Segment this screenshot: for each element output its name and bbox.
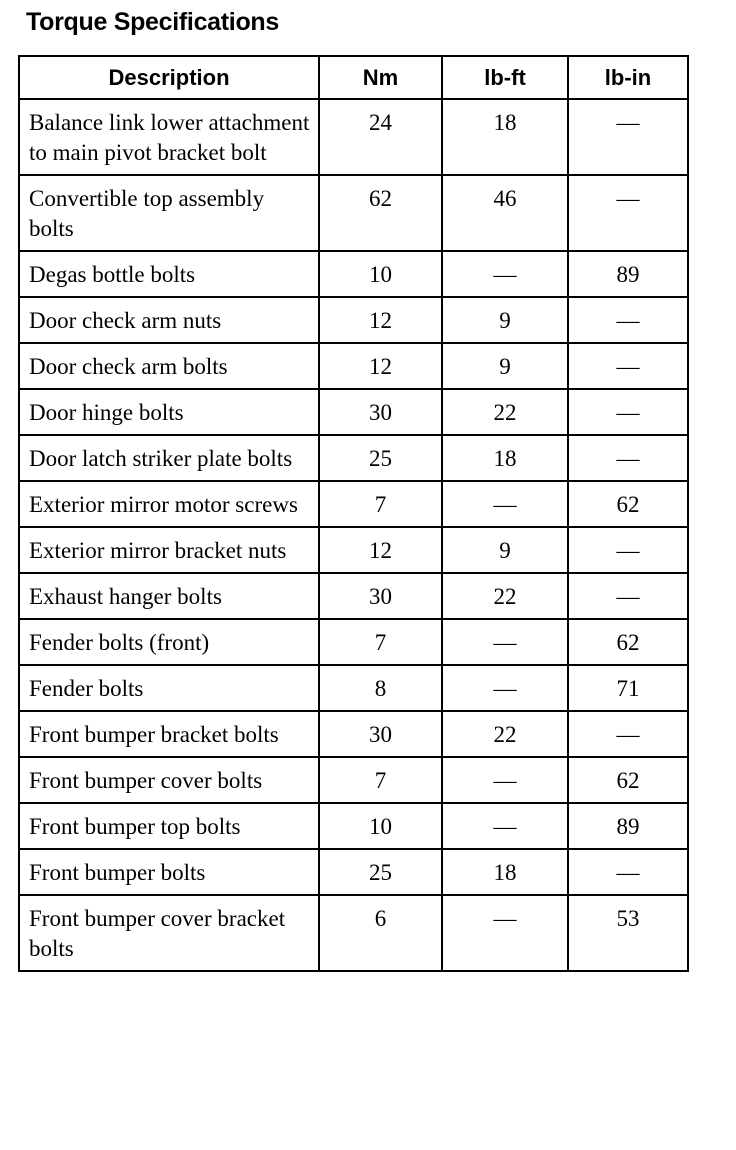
cell-lb-ft: — (442, 665, 568, 711)
cell-lb-ft: 22 (442, 389, 568, 435)
cell-lb-ft: — (442, 619, 568, 665)
cell-description: Door check arm nuts (19, 297, 319, 343)
cell-description: Convertible top assembly bolts (19, 175, 319, 251)
cell-nm: 8 (319, 665, 442, 711)
cell-lb-ft: 9 (442, 527, 568, 573)
cell-nm: 12 (319, 527, 442, 573)
cell-lb-ft: 18 (442, 99, 568, 175)
column-header-lb-ft: lb-ft (442, 56, 568, 99)
cell-lb-in: 62 (568, 481, 688, 527)
cell-nm: 7 (319, 481, 442, 527)
cell-lb-ft: — (442, 895, 568, 971)
page-title: Torque Specifications (26, 8, 280, 36)
cell-description: Degas bottle bolts (19, 251, 319, 297)
cell-lb-in: — (568, 435, 688, 481)
cell-nm: 25 (319, 435, 442, 481)
cell-nm: 30 (319, 573, 442, 619)
cell-description: Front bumper top bolts (19, 803, 319, 849)
column-header-nm: Nm (319, 56, 442, 99)
cell-nm: 62 (319, 175, 442, 251)
cell-lb-ft: 46 (442, 175, 568, 251)
table-row (19, 389, 688, 435)
cell-lb-in: 62 (568, 619, 688, 665)
cell-nm: 24 (319, 99, 442, 175)
cell-lb-ft: — (442, 803, 568, 849)
table-row (19, 757, 688, 803)
table-row (19, 895, 688, 971)
table-row (19, 711, 688, 757)
cell-description: Front bumper bolts (19, 849, 319, 895)
cell-lb-ft: 22 (442, 573, 568, 619)
table-row (19, 849, 688, 895)
cell-lb-in: 89 (568, 803, 688, 849)
cell-lb-ft: 18 (442, 849, 568, 895)
cell-description: Fender bolts (front) (19, 619, 319, 665)
cell-description: Door latch striker plate bolts (19, 435, 319, 481)
cell-lb-in: 53 (568, 895, 688, 971)
table-row (19, 435, 688, 481)
cell-description: Balance link lower attachment to main pivot bracket bolt (19, 99, 319, 175)
cell-nm: 12 (319, 297, 442, 343)
cell-lb-ft: 9 (442, 343, 568, 389)
cell-lb-in: — (568, 849, 688, 895)
table-row (19, 803, 688, 849)
cell-lb-ft: 9 (442, 297, 568, 343)
table-header-row (19, 56, 688, 99)
cell-nm: 30 (319, 711, 442, 757)
cell-description: Fender bolts (19, 665, 319, 711)
cell-lb-in: — (568, 297, 688, 343)
cell-lb-in: — (568, 711, 688, 757)
table-row (19, 619, 688, 665)
cell-nm: 10 (319, 251, 442, 297)
cell-description: Front bumper bracket bolts (19, 711, 319, 757)
cell-lb-in: — (568, 527, 688, 573)
table-row (19, 99, 688, 175)
cell-nm: 7 (319, 757, 442, 803)
cell-nm: 30 (319, 389, 442, 435)
cell-description: Door hinge bolts (19, 389, 319, 435)
torque-spec-table (18, 55, 689, 972)
cell-description: Door check arm bolts (19, 343, 319, 389)
cell-lb-ft: 22 (442, 711, 568, 757)
table-row (19, 297, 688, 343)
column-header-lb-in: lb-in (568, 56, 688, 99)
column-header-description: Description (19, 56, 319, 99)
table-row (19, 175, 688, 251)
cell-nm: 6 (319, 895, 442, 971)
cell-lb-in: 89 (568, 251, 688, 297)
cell-lb-ft: 18 (442, 435, 568, 481)
cell-lb-ft: — (442, 481, 568, 527)
table-row (19, 665, 688, 711)
cell-lb-ft: — (442, 251, 568, 297)
cell-lb-in: — (568, 573, 688, 619)
cell-nm: 12 (319, 343, 442, 389)
cell-lb-in: — (568, 99, 688, 175)
table-row (19, 343, 688, 389)
cell-nm: 25 (319, 849, 442, 895)
table-body (19, 99, 688, 971)
cell-lb-in: 62 (568, 757, 688, 803)
table-row (19, 527, 688, 573)
cell-description: Front bumper cover bolts (19, 757, 319, 803)
cell-nm: 7 (319, 619, 442, 665)
cell-lb-in: — (568, 343, 688, 389)
cell-lb-in: — (568, 389, 688, 435)
cell-lb-ft: — (442, 757, 568, 803)
cell-lb-in: — (568, 175, 688, 251)
cell-description: Exterior mirror motor screws (19, 481, 319, 527)
cell-description: Exterior mirror bracket nuts (19, 527, 319, 573)
cell-description: Exhaust hanger bolts (19, 573, 319, 619)
table-row (19, 481, 688, 527)
table-row (19, 251, 688, 297)
cell-nm: 10 (319, 803, 442, 849)
cell-description: Front bumper cover bracket bolts (19, 895, 319, 971)
table-row (19, 573, 688, 619)
cell-lb-in: 71 (568, 665, 688, 711)
